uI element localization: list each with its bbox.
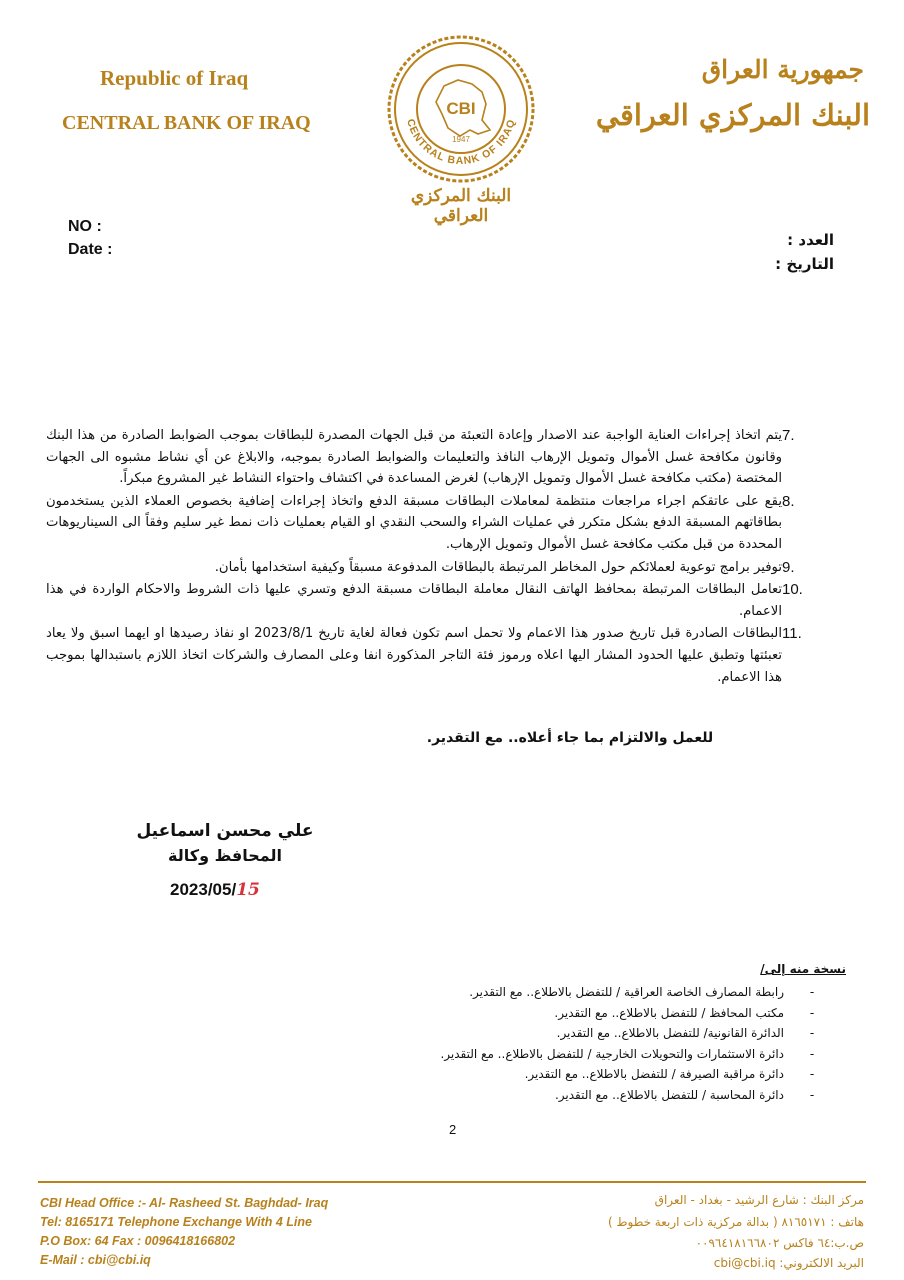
- item-number: 8.: [782, 492, 795, 510]
- date-label-ar: التاريخ :: [775, 255, 834, 273]
- list-item: [46, 579, 820, 622]
- copy-recipient: دائرة الاستثمارات والتحويلات الخارجية / للتفضل بالاطلاع.. مع التقدير.: [440, 1046, 784, 1061]
- instruction-list: [46, 425, 820, 689]
- item-number: 10.: [782, 581, 803, 599]
- seal-ring-text: CENTRAL BANK OF IRAQ: [404, 117, 518, 168]
- footer-phone-ar: هاتف : ٨١٦٥١٧١ ( بدالة مركزية ذات اربعة خطوط ): [607, 1215, 864, 1229]
- number-label-ar: العدد :: [787, 231, 834, 249]
- copy-recipient: رابطة المصارف الخاصة العراقية / للتفضل بالاطلاع.. مع التقدير.: [469, 985, 784, 999]
- bullet-dash: -: [809, 1005, 815, 1020]
- item-number: 11.: [782, 625, 802, 643]
- item-text: تعامل البطاقات المرتبطة بمحافظ الهاتف النقال معاملة البطاقات مسبقة الدفع وتسري عليها ذات الشروط والاحكام الواردة في هذا الاعمام.: [46, 582, 782, 619]
- list-item: [300, 1044, 822, 1065]
- cbi-seal-logo: [386, 34, 536, 184]
- copies-title: نسخة منه إلى/: [760, 962, 846, 976]
- list-item: [300, 1003, 822, 1024]
- list-item: [300, 1085, 822, 1106]
- item-number: 7.: [782, 427, 795, 444]
- bullet-dash: -: [809, 985, 815, 999]
- footer-phone-en: Tel: 8165171 Telephone Exchange With 4 Line: [40, 1215, 312, 1229]
- copy-recipient: دائرة مراقبة الصيرفة / للتفضل بالاطلاع.. مع التقدير.: [524, 1067, 784, 1082]
- item-text: توفير برامج توعوية لعملائكم حول المخاطر المرتبطة بالبطاقات المدفوعة مسبقاً وكيفية استخدامها بأمان.: [214, 559, 782, 575]
- bullet-dash: -: [809, 1026, 815, 1041]
- footer-address-ar: مركز البنك : شارع الرشيد - بغداد - العراق: [654, 1193, 864, 1207]
- copy-recipient: دائرة المحاسبة / للتفضل بالاطلاع.. مع التقدير.: [554, 1087, 784, 1102]
- signature-date: [170, 880, 260, 900]
- list-item: [300, 1064, 822, 1085]
- closing-line: للعمل والالتزام بما جاء أعلاه.. مع التقدير.: [426, 730, 714, 746]
- signature-block: [120, 818, 330, 868]
- item-text: البطاقات الصادرة قبل تاريخ صدور هذا الاعمام ولا تحمل اسم تكون فعالة لغاية تاريخ 2023/8/1 او نفاذ رصيدها او ايهما اسبق ولا يعاد تعبئتها وتطبق عليها الحدود المشار اليها اعلاه ورموز فئة التاجر المذكورة انفا وعلى المصارف والشركات اتخاذ اللازم باستبدالها بموجب هذا الاعمام.: [46, 626, 782, 685]
- list-item: [300, 982, 822, 1003]
- list-item: [300, 1023, 822, 1044]
- footer-pobox-en: P.O Box: 64 Fax : 0096418166802: [40, 1234, 236, 1248]
- copy-recipient: الدائرة القانونية/ للتفضل بالاطلاع.. مع التقدير.: [556, 1026, 784, 1041]
- list-item: [46, 557, 820, 579]
- bullet-dash: -: [809, 1046, 815, 1061]
- header-bank-en: CENTRAL BANK OF IRAQ: [62, 112, 311, 134]
- header-republic-ar: جمهورية العراق: [701, 55, 864, 84]
- list-item: [46, 491, 820, 556]
- signatory-title: المحافظ وكالة: [168, 846, 282, 865]
- handwritten-day: 15: [236, 880, 260, 900]
- item-text: يقع على عاتقكم اجراء مراجعات منتظمة لمعاملات البطاقات مسبقة الدفع واتخاذ إجراءات إضافية بخصوص العملاء الذين يستخدمون بطاقاتهم المسبقة الدفع بشكل متكرر في عمليات الشراء والسحب النقدي او القيام بعمليات ذات نمط غير سليم وفقاً الى السيناريوهات المحددة من قبل مكتب مكافحة غسل الأموال وتمويل الإرهاب.: [46, 493, 782, 552]
- copy-recipient: مكتب المحافظ / للتفضل بالاطلاع.. مع التقدير.: [554, 1005, 784, 1020]
- bullet-dash: -: [809, 1067, 815, 1082]
- seal-year: 1947: [452, 135, 470, 144]
- footer-email-ar: البريد الالكتروني: cbi@cbi.iq: [713, 1256, 864, 1270]
- item-number: 9.: [782, 558, 795, 576]
- item-text: يتم اتخاذ إجراءات العناية الواجبة عند الاصدار وإعادة التعبئة من قبل الجهات المصدرة للبطاقات بموجب الضوابط الصادرة من هذا البنك وقانون مكافحة غسل الأموال وتمويل الإرهاب النافذ والتعليمات والضوابط الصادرة بموجبه، والابلاغ عن أي نشاط مشبوه الى الجهات المختصة (مكتب مكافحة غسل الأموال وتمويل الإرهاب) لغرض المساعدة في اكتشاف واحتواء النشاط غير المشروع مبكراً.: [46, 428, 782, 487]
- bullet-dash: -: [809, 1087, 815, 1102]
- footer-pobox-ar: ص.ب:٦٤ فاكس ٠٠٩٦٤١٨١٦٦٨٠٢: [695, 1236, 864, 1250]
- header-bank-ar: البنك المركزي العراقي: [595, 98, 870, 132]
- copies-list: [300, 982, 822, 1106]
- signature-date-prefix: 2023/05/: [170, 880, 237, 899]
- seal-caption: البنك المركزي العراقي: [410, 186, 512, 226]
- footer-address-en: CBI Head Office :- Al- Rasheed St. Baghdad- Iraq: [40, 1196, 329, 1210]
- list-item: [46, 425, 820, 490]
- signatory-name: علي محسن اسماعيل: [136, 821, 314, 841]
- seal-abbr: CBI: [446, 99, 476, 118]
- date-label: Date :: [68, 241, 113, 258]
- footer-email-en: E-Mail : cbi@cbi.iq: [40, 1253, 151, 1267]
- number-label: NO :: [68, 218, 102, 235]
- footer-divider: [38, 1181, 866, 1183]
- page-number: 2: [449, 1122, 457, 1137]
- header-republic-en: Republic of Iraq: [100, 66, 249, 90]
- list-item: [46, 623, 820, 688]
